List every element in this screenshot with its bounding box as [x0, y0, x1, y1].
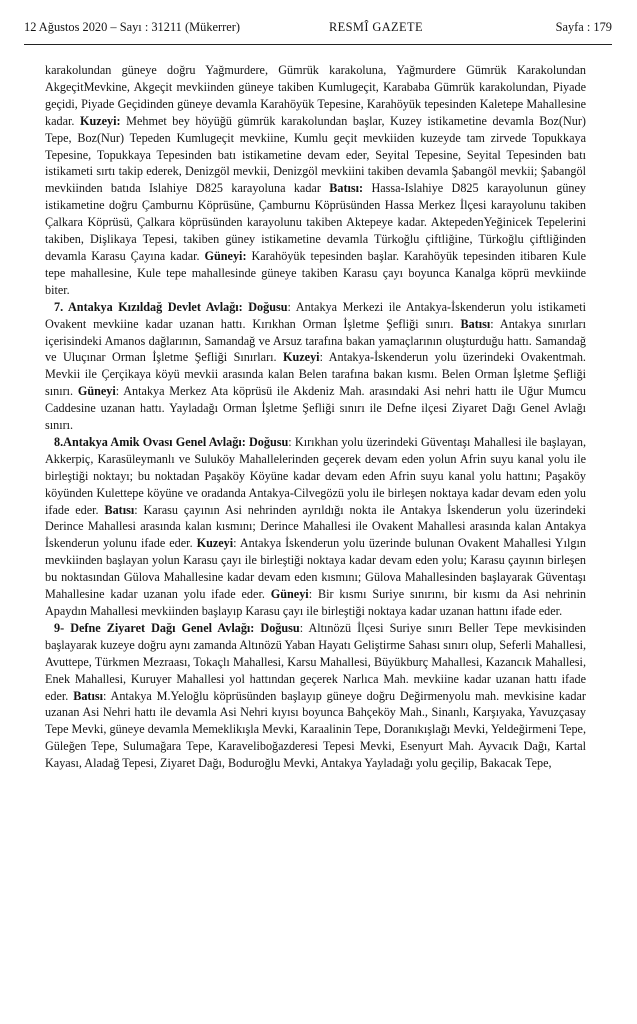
paragraph-text: karakolundan güneye doğru Yağmurdere, Gümrük karakoluna, Yağmurdere Gümrük Karakolundan AkgeçitMevkine, Akgeçit mevkiinden güneye takiben Kumlugeçit, Karababa Gümrük karakolundan, Piyade geçidi, Piyade Geçidinden güneye devamla Karahöyük Tepesine, Karahöyük tepesinden Kaletepe Mahallesine kadar.: [45, 63, 586, 128]
paragraph-text: : Antakya-İskenderun yolu üzerindeki Ovakentmah. Mevkii ile Çerçikaya köyü mevkii arasında kalan Belen tarafına bakan kısmı. Belen Orman İşletme Şefliği sınırı.: [45, 350, 586, 399]
bold-label: Kuzeyi: [196, 536, 234, 551]
paragraph-text: : Bir kısmı Suriye sınırını, bir kısmı da Asi nehrinin Apaydın Mahallesi mevkiinden başlayıp Karasu çayı ile birleştiği noktaya kadar uzanan hattını ifade eder.: [45, 587, 586, 618]
paragraph: [45, 434, 586, 620]
bold-label: Batısı: [460, 316, 491, 331]
header-rule: [24, 44, 612, 45]
paragraph-text: : Antakya İskenderun yolu üzerinde bulunan Ovakent Mahallesi Yılgın mevkiinden başlayan yolun Karasu çayı ile birleştiği noktaya kadar devam eden yolu; Karasu çayının birleşen bu noktasından Gülova Mahallesine kadar devam eden kısmını; Gülova Mahallesinden başlayarak Güventaşı Mahallesine kadar uzanan yolu ifade eder.: [45, 536, 586, 602]
bold-label: 8.Antakya Amik Ovası Genel Avlağı: Doğusu: [54, 434, 289, 449]
document-body: [45, 62, 586, 772]
bold-label: 9- Defne Ziyaret Dağı Genel Avlağı: Doğusu: [54, 620, 300, 635]
bold-label: Kuzeyi:: [79, 113, 121, 128]
paragraph-text: : Kırıkhan yolu üzerindeki Güventaşı Mahallesi ile başlayan, Akkerpiç, Karasüleymanlı ve Suluköy Mahallelerinden geçerek devam eden yolun Afrin suyu kanal yolu ile birleştiği noktayı; bu noktadan Paşaköy Köyüne kadar devam eden Afrin suyu kanal yolu hattını; Paşaköy köyünden Kulettepe köyüne ve oradanda Antakya-Cilvegözü yolu ile birleşen noktaya kadar devam eden yolu ifade eder.: [45, 434, 586, 517]
paragraph: [45, 620, 586, 772]
bold-label: Güneyi: [270, 587, 309, 602]
paragraph: [45, 299, 586, 434]
paragraph-text: Karahöyük tepesinden başlar. Karahöyük tepesinden itibaren Kule tepe mahallesine, Kule tepe mahallesinde güneye takiben Karasu çayı boyunca Kanalga köprü mevkiinde biter.: [45, 248, 586, 297]
paragraph-text: : Antakya Merkezi ile Antakya-İskenderun yolu istikameti Ovakent mevkiine kadar uzanan hattı. Kırıkhan Orman İşletme Şefliği sınırı.: [45, 299, 586, 331]
paragraph-text: Mehmet bey höyüğü gümrük karakolundan başlar, Kuzey istikametine devamla Boz(Nur) Tepe, Boz(Nur) Tepeden Kumlugeçit mevkiine, Kumlu geçit mevkiiden kuzeyde tam zirvede Topukkaya Tepesine, Topukkaya Tepesinden batı istikametine devam eder, Seyital Tepesine, Seyital Tepesinden batı istikameti sırtı takip ederek, Denizgöl mevkii, Denizgöl mevkiini takiben devamla Şabangöl mevkii; Şabangöl mevkiinden batıda Islahiye D825 karayoluna kadar: [45, 113, 586, 196]
page-header: [24, 14, 612, 42]
header-date-issue: 12 Ağustos 2020 – Sayı : 31211 (Mükerrer): [24, 20, 241, 34]
header-page-number: Sayfa : 179: [555, 20, 612, 34]
paragraph-text: : Altınözü İlçesi Suriye sınırı Beller Tepe mevkisinden başlayarak kuzeye doğru aynı zamanda Altınözü Yaban Hayatı Geliştirme Sahası sınırı olup, Seferli Mahallesi, Avuttepe, Türkmen Mezraası, Tokaçlı Mahallesi, Karsu Mahallesi, Büyükburç Mahallesi, Kazancık Mahallesi, Enek Mahallesi, Kuruyer Mahallesi yol hattından geçerek Narlıca Mah. mevkiine kadar uzanan hattı ifade eder.: [45, 620, 586, 703]
bold-label: Güneyi: [77, 384, 116, 399]
bold-label: 7. Antakya Kızıldağ Devlet Avlağı: Doğusu: [54, 299, 288, 314]
bold-label: Batısı: [73, 688, 103, 703]
paragraph-text: Hassa-Islahiye D825 karayolunun güney istikametine doğru Çamburnu Köprüsüne, Çamburnu Köprüsünden Hassa Merkez İlçesi karayolunu takiben Çalkara Köprüsü, Çalkara köprüsünden karayolunu takiben Aktepeye kadar. AktepedenYeğinicek Tepelerini takiben, Dişlikaya Tepesi, takiben güney istikametine devamla Türkoğlu çiftliğine, Türkoğlu çiftliğinden devamla Karasu Çayına kadar.: [45, 181, 587, 263]
paragraph: [45, 62, 586, 299]
bold-label: Batısı:: [329, 181, 364, 196]
paragraph-text: : Antakya sınırları içerisindeki Amanos dağlarının, Samandağ ve Arsuz tarafına bakan yamaçlarının oluşturduğu hattı. Samandağ ve Uluçınar Orman İşletme Şefliği Sınırları.: [45, 316, 586, 365]
bold-label: Güneyi:: [204, 248, 247, 263]
header-gazette-title: RESMÎ GAZETE: [329, 20, 423, 34]
paragraph-text: : Antakya Merkez Ata köprüsü ile Akdeniz Mah. arasındaki Asi nehri hattı ile Uğur Mumcu Caddesine uzanan hattı. Yayladağı Orman İşletme Şefliği sınırı ile Defne ilçesi Ziyaret Dağı Genel Avlağı sınırı.: [45, 384, 587, 433]
bold-label: Kuzeyi: [283, 350, 320, 365]
paragraph-text: : Antakya M.Yeloğlu köprüsünden başlayıp güneye doğru Değirmenyolu mah. mevkisine kadar uzanan Asi Nehri hattı ile devamla Asi Nehri kıyısı boyunca Bahçeköy Mah., Sinanlı, Karşıyaka, Yavuzçasay Tepe Mevki, güneye devamla Memeklikışla Mevki, Karaalinin Tepe, Doranıkışlağı Mevki, Yeldeğirmeni Tepe, Güleğen Tepe, Sulumağara Tepe, Karavelibоğazderesi Tepesi Mevki, Esenyurt Mah. Ayvacık Dağı, Kartal Kayası, Aladağ Tepesi, Ziyaret Dağı, Boduroğlu Mevki, Antakya Yayladağı yolu geçilip, Bakacak Tepe,: [45, 688, 586, 771]
paragraph-text: : Karasu çayının Asi nehrinden ayrıldığı nokta ile Antakya İskenderun yolu üzerindeki Derince Mahallesi arasında kalan kısmını; Derince Mahallesi ile Ovakent Mahallesi arasında kalan Antakya İskenderun yolunu ifade eder.: [45, 502, 587, 551]
bold-label: Batısı: [104, 502, 135, 517]
